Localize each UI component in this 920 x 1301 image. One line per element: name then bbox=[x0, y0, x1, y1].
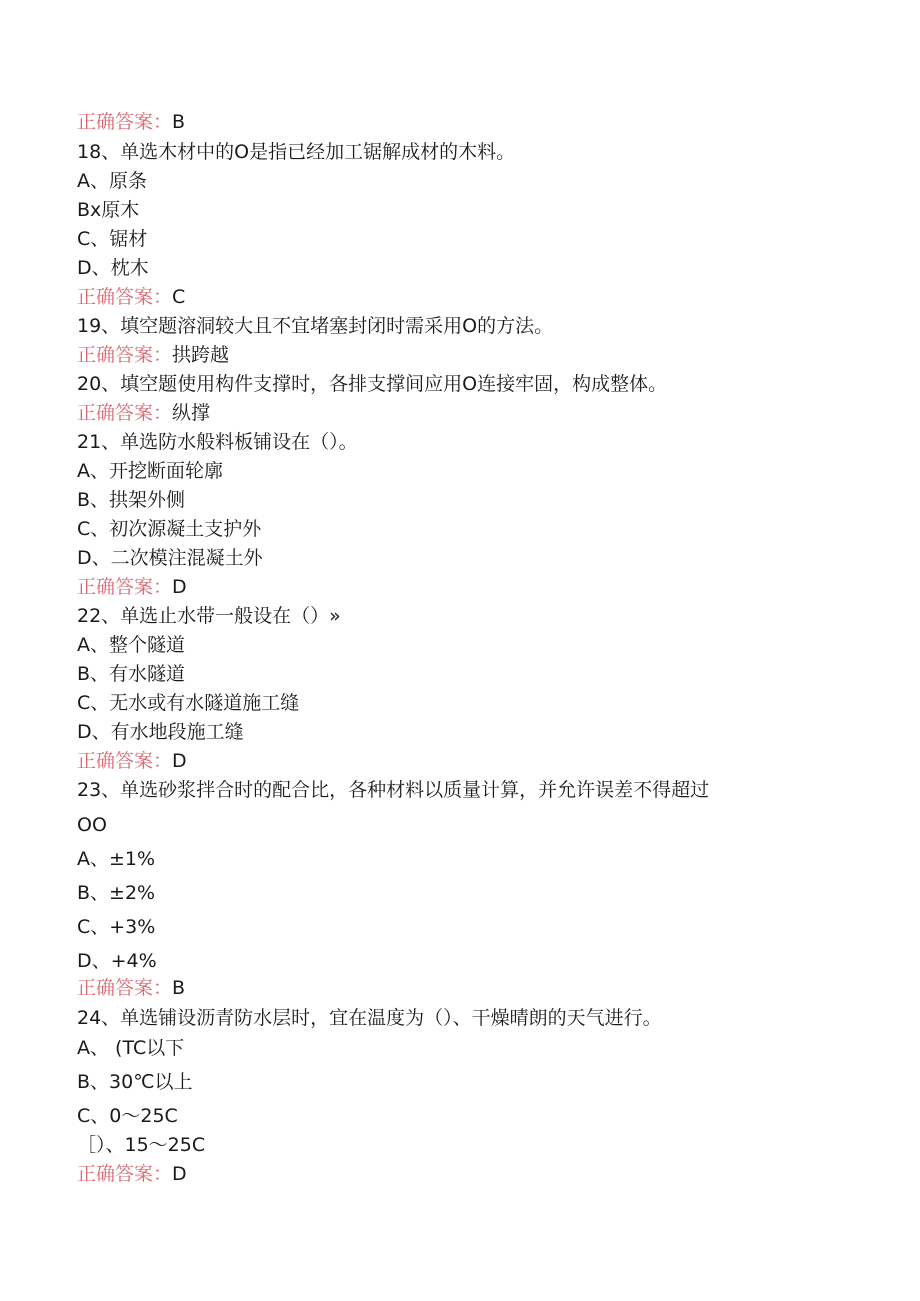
answer-value: D bbox=[172, 750, 187, 772]
question-text: 18、单选木材中的O是指已经加工锯解成材的木料。 bbox=[77, 141, 516, 163]
answer-separator: ： bbox=[153, 111, 173, 133]
answer-label: 正确答案 bbox=[77, 977, 154, 999]
answer-line bbox=[77, 285, 185, 309]
answer-value: B bbox=[172, 111, 186, 133]
option-text: OO bbox=[77, 814, 107, 836]
answer-line bbox=[77, 343, 229, 367]
option-text: C、锯材 bbox=[77, 228, 148, 250]
option-text: Bx原木 bbox=[77, 199, 140, 221]
question-text: 23、单选砂浆拌合时的配合比，各种材料以质量计算，并允许误差不得超过 bbox=[77, 779, 710, 801]
answer-value: 纵撑 bbox=[172, 402, 211, 424]
answer-separator: ： bbox=[153, 1163, 173, 1185]
answer-label: 正确答案 bbox=[77, 286, 154, 308]
option-text: ［）、15〜25C bbox=[77, 1134, 206, 1156]
option-text: A、原条 bbox=[77, 170, 147, 192]
answer-line bbox=[77, 575, 187, 599]
option-text: B、30℃以上 bbox=[77, 1071, 193, 1093]
option-text: D、枕木 bbox=[77, 257, 149, 279]
option-text: C、+3% bbox=[77, 916, 156, 938]
option-text: C、初次源凝土支护外 bbox=[77, 518, 262, 540]
answer-separator: ： bbox=[153, 402, 173, 424]
question-text: 21、单选防水般料板铺设在（）。 bbox=[77, 431, 358, 453]
answer-label: 正确答案 bbox=[77, 344, 154, 366]
option-text: A、整个隧道 bbox=[77, 634, 185, 656]
option-text: C、无水或有水隧道施工缝 bbox=[77, 692, 300, 714]
answer-value: B bbox=[172, 977, 186, 999]
answer-line bbox=[77, 110, 185, 134]
answer-separator: ： bbox=[153, 286, 173, 308]
answer-separator: ： bbox=[153, 977, 173, 999]
answer-value: D bbox=[172, 1163, 187, 1185]
answer-label: 正确答案 bbox=[77, 1163, 154, 1185]
option-text: A、±1% bbox=[77, 848, 156, 870]
question-text: 20、填空题使用构件支撑时，各排支撑间应用O连接牢固，构成整体。 bbox=[77, 373, 668, 395]
answer-line bbox=[77, 749, 187, 773]
question-text: 19、填空题溶洞较大且不宜堵塞封闭时需采用O的方法。 bbox=[77, 315, 554, 337]
answer-value: C bbox=[172, 286, 186, 308]
answer-line bbox=[77, 1162, 187, 1186]
answer-value: 拱跨越 bbox=[172, 344, 230, 366]
question-text: 24、单选铺设沥青防水层时，宜在温度为（）、干燥晴朗的天气进行。 bbox=[77, 1007, 662, 1029]
answer-separator: ： bbox=[153, 576, 173, 598]
option-text: D、二次模注混凝土外 bbox=[77, 547, 263, 569]
answer-separator: ： bbox=[153, 750, 173, 772]
option-text: B、±2% bbox=[77, 882, 156, 904]
option-text: D、有水地段施工缝 bbox=[77, 721, 244, 743]
option-text: A、 (TC以下 bbox=[77, 1037, 185, 1059]
option-text: B、有水隧道 bbox=[77, 663, 186, 685]
answer-label: 正确答案 bbox=[77, 402, 154, 424]
option-text: B、拱架外侧 bbox=[77, 489, 186, 511]
question-text: 22、单选止水带一般设在（）» bbox=[77, 605, 341, 627]
answer-line bbox=[77, 976, 185, 1000]
answer-label: 正确答案 bbox=[77, 576, 154, 598]
answer-label: 正确答案 bbox=[77, 111, 154, 133]
option-text: C、0〜25C bbox=[77, 1105, 178, 1127]
answer-separator: ： bbox=[153, 344, 173, 366]
option-text: D、+4% bbox=[77, 950, 157, 972]
option-text: A、开挖断面轮廓 bbox=[77, 460, 223, 482]
answer-value: D bbox=[172, 576, 187, 598]
answer-line bbox=[77, 401, 210, 425]
answer-label: 正确答案 bbox=[77, 750, 154, 772]
